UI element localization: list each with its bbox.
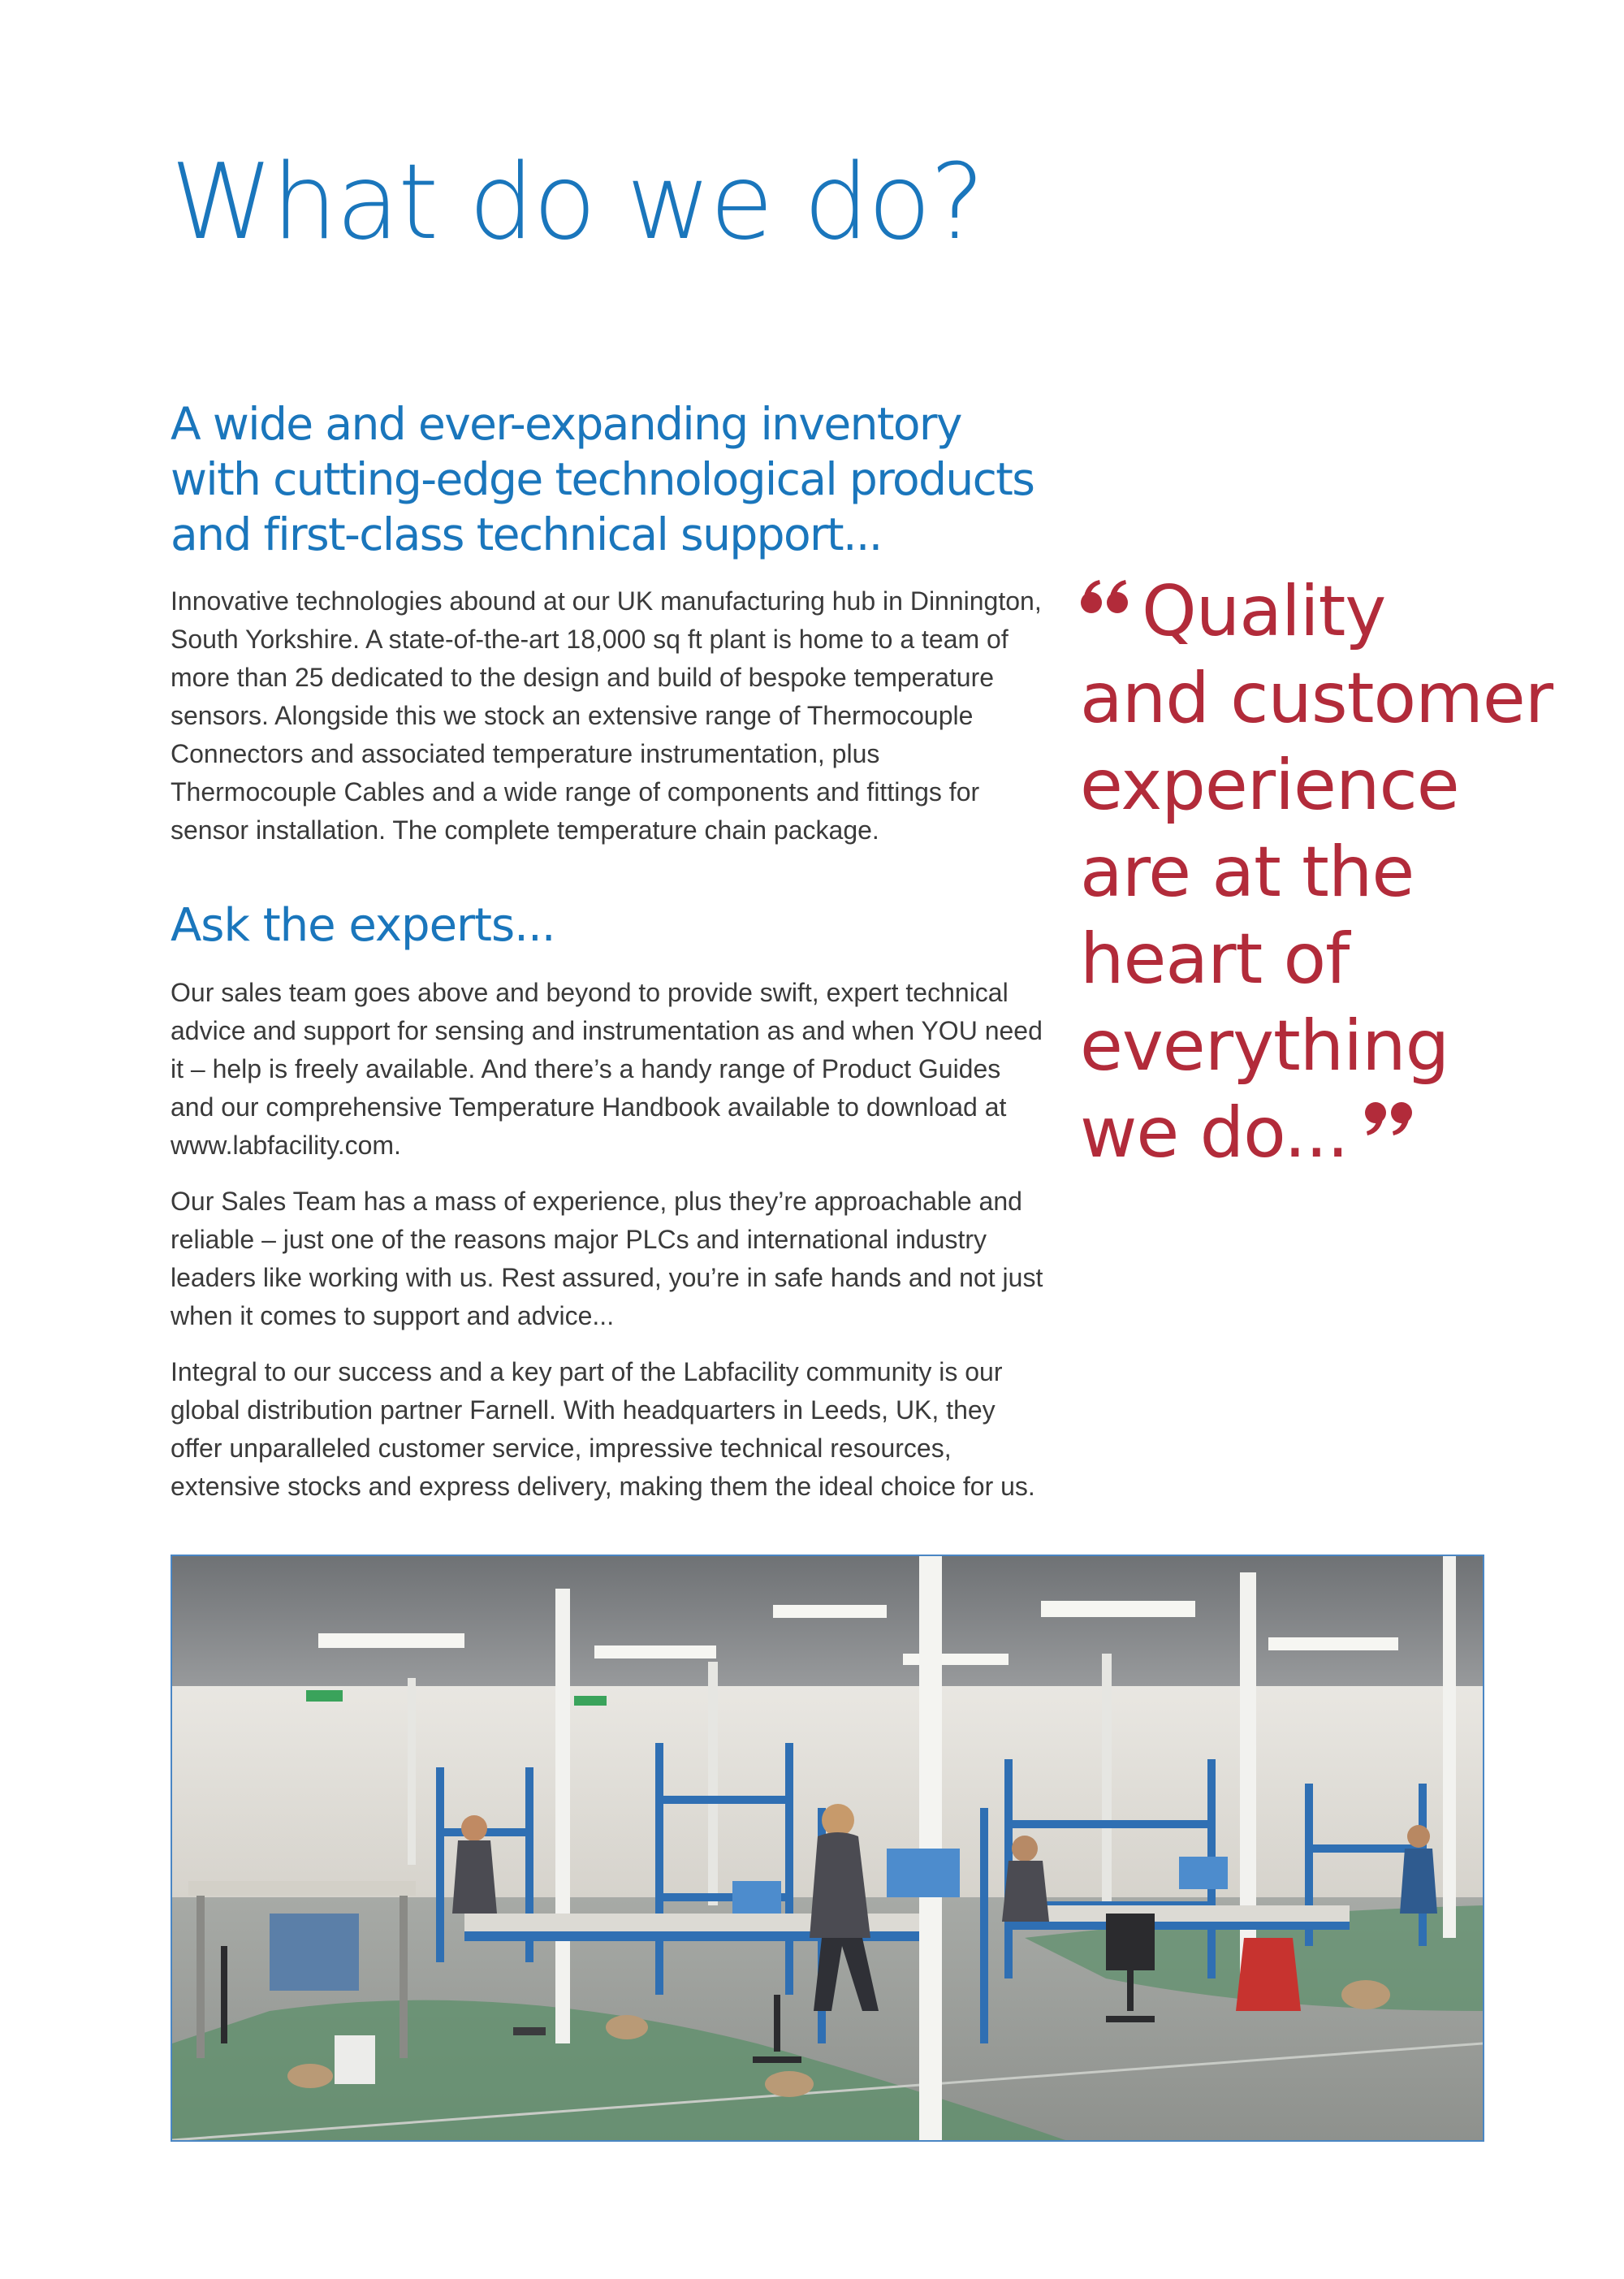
pull-quote-text: we do... <box>1080 1092 1349 1174</box>
experts-paragraph: Integral to our success and a key part of the Labfacility community is our global distribution partner Farnell. With headquarters in Leeds, UK, they offer unparalleled customer service, impressive technical resources, extensive stocks and express delivery, making them the ideal choice for us. <box>171 1357 1035 1501</box>
pull-quote <box>1080 569 1600 1177</box>
pull-quote-line: experience <box>1080 745 1459 826</box>
experts-body <box>171 974 1047 1524</box>
pull-quote-line <box>1080 569 1600 655</box>
factory-floor-photo <box>171 1555 1484 2142</box>
intro-paragraph: Innovative technologies abound at our UK manufacturing hub in Dinnington, South Yorkshire. A state-of-the-art 18,000 sq ft plant is home to a team of more than 25 dedicated to the design and build of bespoke temperature sensors. Alongside this we stock an extensive range of Thermocouple Connectors and associated temperature instrumentation, plus Thermocouple Cables and a wide range of components and fittings for sensor installation. The complete temperature chain package. <box>171 586 1042 845</box>
pull-quote-line: and customer <box>1080 658 1553 739</box>
close-quote-icon <box>1363 1100 1413 1137</box>
intro-heading-line: A wide and ever-expanding inventory <box>171 398 961 450</box>
experts-heading: Ask the experts... <box>171 899 555 952</box>
pull-quote-line <box>1080 1090 1600 1177</box>
intro-heading-line: and first-class technical support... <box>171 508 882 560</box>
intro-heading-line: with cutting-edge technological products <box>171 453 1034 505</box>
intro-heading <box>171 396 1064 562</box>
experts-paragraph: Our Sales Team has a mass of experience, plus they’re approachable and reliable – just one of the reasons major PLCs and international industry leaders like working with us. Rest assured, you’re in safe hands and not just when it comes to support and advice... <box>171 1187 1043 1330</box>
factory-floor-illustration <box>172 1556 1483 2140</box>
pull-quote-line: heart of <box>1080 919 1350 1000</box>
pull-quote-line: are at the <box>1080 832 1415 913</box>
page-title: What do we do? <box>171 142 983 263</box>
open-quote-icon <box>1080 578 1130 616</box>
pull-quote-text: Quality <box>1142 571 1386 652</box>
experts-paragraph: Our sales team goes above and beyond to provide swift, expert technical advice and support for sensing and instrumentation as and when YOU need it – help is freely available. And there’s a handy range of Product Guides and our comprehensive Temperature Handbook available to download at www.labfacility.com. <box>171 978 1043 1160</box>
pull-quote-line: everything <box>1080 1005 1449 1087</box>
